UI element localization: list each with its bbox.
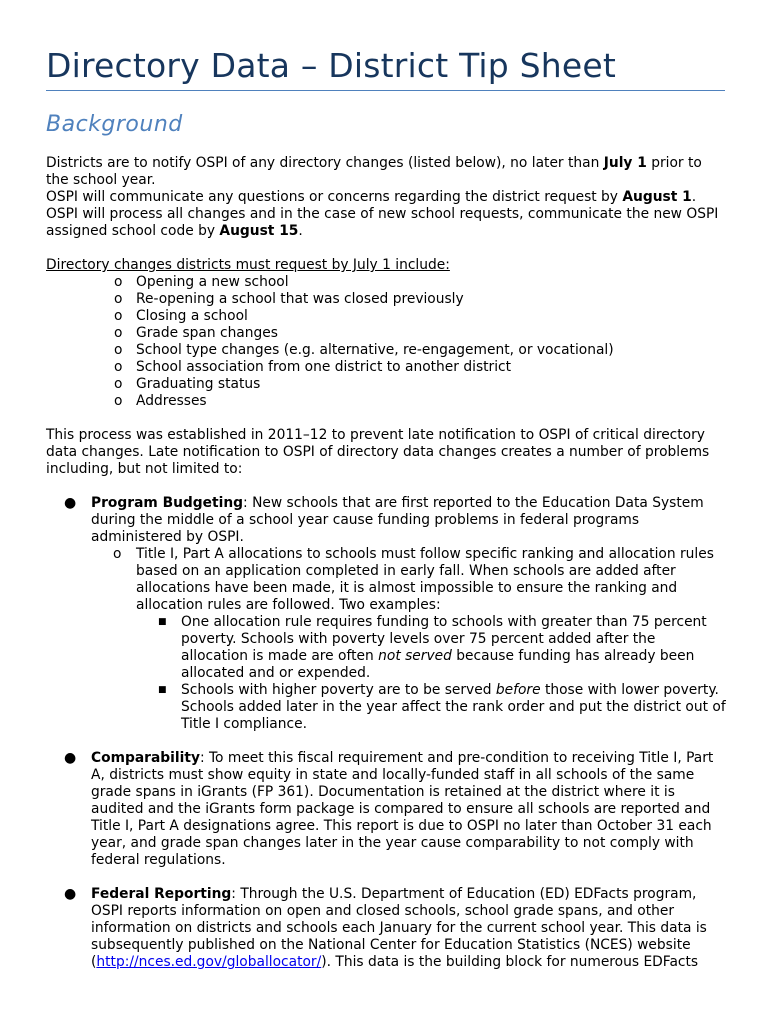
changes-heading: Directory changes districts must request by July 1 include:: [46, 257, 450, 273]
process-paragraph: This process was established in 2011–12 to prevent late notification to OSPI of critical directory data changes. Late notification to OSPI of directory data changes creates a number of problems including, but not limited to:: [46, 427, 710, 477]
square-bullet-icon: ■: [158, 685, 167, 695]
sub-item-title-i: o Title I, Part A allocations to schools must follow specific ranking and allocation rules based on an application completed in early fall. When schools are added after allocations have been made, it is almost impossible to ensure the ranking and allocation rules are followed. Two examples: ■ One allocation rule requires funding to schools with greater than 75 percent poverty. Schools with poverty levels over 75 percent added after the allocation is made are often not served because funding has already been allocated and or expended. ■ Schools with higher poverty are to be served before those with lower poverty. Schools added later in the year affect the rank order and put the district out of Title I compliance.: [113, 546, 726, 732]
document-body: [46, 155, 726, 971]
list-item: o Closing a school: [136, 308, 726, 325]
intro-paragraph-1: Districts are to notify OSPI of any directory changes (listed below), no later than July 1 prior to the school year.: [46, 155, 702, 188]
list-item: o Opening a new school: [136, 274, 726, 291]
intro-paragraph-3: OSPI will process all changes and in the case of new school requests, communicate the new OSPI assigned school code by August 15.: [46, 206, 719, 239]
list-item: o Grade span changes: [136, 325, 726, 342]
bullet-federal-reporting: ● Federal Reporting: Through the U.S. Department of Education (ED) EDFacts program, OSPI reports information on open and closed schools, school grade spans, and other information on districts and schools each January for the current school year. This data is subsequently published on the National Center for Education Statistics (NCES) website (http://nces.ed.gov/globallocator/). This data is the building block for numerous EDFacts: [64, 886, 707, 970]
example-1: ■ One allocation rule requires funding to schools with greater than 75 percent poverty. Schools with poverty levels over 75 percent added after the allocation is made are often not served because funding has already been allocated and or expended.: [158, 614, 707, 681]
changes-list: [46, 274, 726, 410]
list-item: o Re-opening a school that was closed previously: [136, 291, 726, 308]
page-title: Directory Data – District Tip Sheet: [46, 46, 617, 85]
list-item: o School association from one district to another district: [136, 359, 726, 376]
bullet-icon: ●: [64, 750, 77, 766]
section-heading: Background: [46, 112, 183, 137]
intro-paragraph-2: OSPI will communicate any questions or concerns regarding the district request by August 1.: [46, 189, 697, 205]
bullet-program-budgeting: ● Program Budgeting: New schools that are first reported to the Education Data System during the middle of a school year cause funding problems in federal programs administered by OSPI. o Title I, Part A allocations to schools must follow specific ranking and allocation rules based on an application completed in early fall. When schools are added after allocations have been made, it is almost impossible to ensure the ranking and allocation rules are followed. Two examples: ■ One allocation rule requires funding to schools with greater than 75 percent poverty. Schools with poverty levels over 75 percent added after the allocation is made are often not served because funding has already been allocated and or expended. ■ Schools with higher poverty are to be served before those with lower poverty. Schools added later in the year affect the rank order and put the district out of Title I compliance.: [64, 495, 726, 732]
bullet-icon: ●: [64, 495, 77, 511]
bullet-icon: ●: [64, 886, 77, 902]
bullet-comparability: ● Comparability: To meet this fiscal requirement and pre-condition to receiving Title I, Part A, districts must show equity in state and locally-funded staff in all schools of the same grade spans in iGrants (FP 361). Documentation is retained at the district where it is audited and the iGrants form package is compared to ensure all schools are reported and Title I, Part A designations agree. This report is due to OSPI no later than October 31 each year, and grade span changes later in the year cause comparability to not comply with federal regulations.: [64, 750, 714, 868]
list-item: o Graduating status: [136, 376, 726, 393]
title-divider: [46, 90, 725, 91]
list-item: o Addresses: [136, 393, 726, 410]
square-bullet-icon: ■: [158, 617, 167, 627]
nces-link[interactable]: http://nces.ed.gov/globallocator/: [96, 954, 322, 970]
example-2: ■ Schools with higher poverty are to be served before those with lower poverty. Schools added later in the year affect the rank order and put the district out of Title I compliance.: [158, 682, 726, 732]
list-item: o School type changes (e.g. alternative, re-engagement, or vocational): [136, 342, 726, 359]
